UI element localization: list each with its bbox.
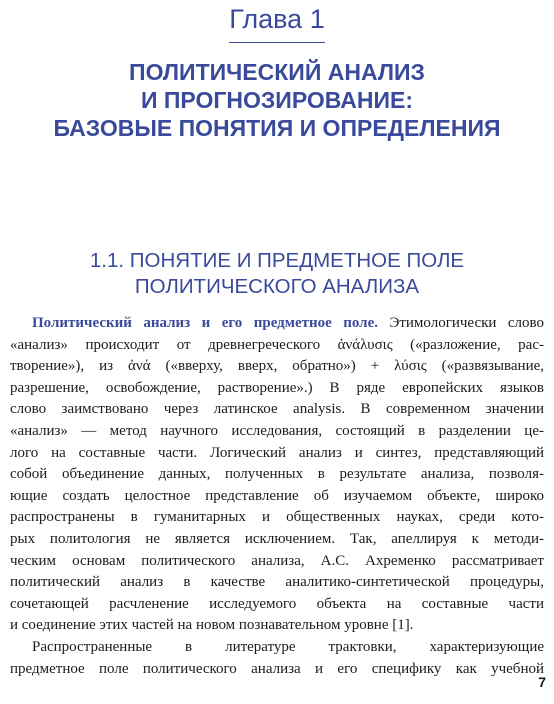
paragraph-line: слово заимствовано через латинское analysis. В современном значении [10, 401, 544, 418]
chapter-title [0, 58, 554, 142]
paragraph-line: предметное поле политического анализа и его специфику как учебной [10, 660, 544, 677]
paragraph-line: распространены в гуманитарных и общественных науках, среди кото- [10, 509, 544, 526]
paragraph-line: творение»), из ἀνά («вверху, вверх, обратно») + λύσις («развязывание, [10, 358, 544, 375]
paragraph-line [10, 313, 544, 335]
page-number: 7 [538, 674, 546, 690]
chapter-title-line: И ПРОГНОЗИРОВАНИЕ: [140, 87, 413, 113]
section-title-line: ПОЛИТИЧЕСКОГО АНАЛИЗА [134, 275, 420, 298]
paragraph-text: Этимологически слово [378, 315, 544, 331]
paragraph-line: и соединение этих частей на новом познавательном уровне [1]. [10, 617, 414, 634]
body-text [10, 313, 544, 680]
section-title [0, 248, 554, 300]
paragraph-line: рых политология не является исключением. Так, апеллируя к методи- [10, 530, 544, 547]
run-in-heading: Политический анализ и его предметное поле. [32, 315, 379, 331]
chapter-title-line: БАЗОВЫЕ ПОНЯТИЯ И ОПРЕДЕЛЕНИЯ [53, 115, 501, 141]
paragraph-line: «анализ» происходит от древнегреческого ἀνάλυσις («разложение, рас- [10, 336, 544, 353]
paragraph-line: сочетающей расчленение исследуемого объекта на составные части [10, 595, 544, 612]
paragraph-line: собой объединение данных, полученных в результате анализа, позволя- [10, 466, 544, 483]
paragraph-line: ющие создать целостное представление об изучаемом объекте, широко [10, 487, 544, 504]
chapter-title-line: ПОЛИТИЧЕСКИЙ АНАЛИЗ [129, 59, 425, 85]
chapter-label: Глава 1 [229, 4, 325, 34]
paragraph-line: «анализ» — метод научного исследования, состоящий в разделении це- [10, 422, 544, 439]
paragraph-line: Распространенные в литературе трактовки, характеризующие [32, 638, 544, 655]
paragraph-line: разрешение, освобождение, растворение».) В ряде европейских языков [10, 379, 544, 396]
section-title-line: 1.1. ПОНЯТИЕ И ПРЕДМЕТНОЕ ПОЛЕ [89, 249, 465, 272]
chapter-divider [229, 42, 325, 43]
paragraph-line: ческим основам политического анализа, А.С. Ахременко рассматривает [10, 552, 544, 569]
paragraph-line: лого на составные части. Логический анализ и синтез, представляющий [10, 444, 544, 461]
paragraph-line: политический анализ в качестве аналитико-синтетической процедуры, [10, 574, 544, 591]
